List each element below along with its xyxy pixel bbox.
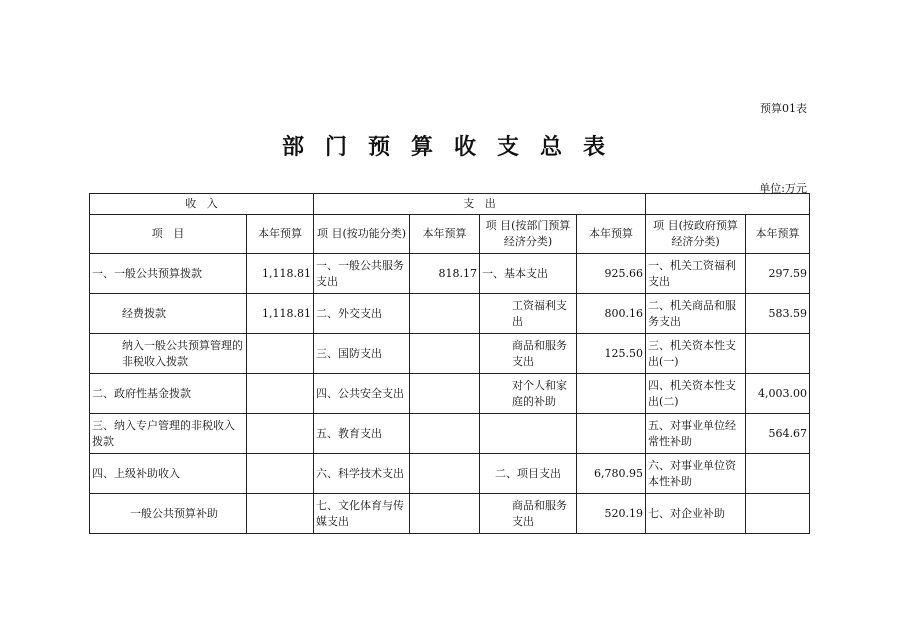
income-item: 一般公共预算补助 (90, 494, 247, 534)
table-row (90, 494, 810, 534)
income-item: 四、上级补助收入 (90, 454, 247, 494)
dept-value: 125.50 (577, 334, 646, 374)
expense-header: 支 出 (314, 194, 646, 215)
income-item: 一、一般公共预算拨款 (90, 254, 247, 294)
income-value (247, 374, 314, 414)
dept-item-header: 项 目(按部门预算经济分类) (480, 215, 577, 254)
gov-item: 四、机关资本性支出(二) (646, 374, 746, 414)
table-row (90, 454, 810, 494)
income-item: 二、政府性基金拨款 (90, 374, 247, 414)
income-header: 收 入 (90, 194, 314, 215)
gov-value (746, 494, 810, 534)
func-value: 818.17 (410, 254, 480, 294)
budget-header: 本年预算 (410, 215, 480, 254)
gov-item: 一、机关工资福利支出 (646, 254, 746, 294)
table-row (90, 374, 810, 414)
income-item: 三、纳入专户管理的非税收入拨款 (90, 414, 247, 454)
dept-value: 800.16 (577, 294, 646, 334)
income-value (247, 454, 314, 494)
dept-item: 商品和服务支出 (480, 334, 577, 374)
gov-item: 二、机关商品和服务支出 (646, 294, 746, 334)
func-item: 三、国防支出 (314, 334, 410, 374)
dept-value (577, 414, 646, 454)
func-item: 六、科学技术支出 (314, 454, 410, 494)
gov-item: 七、对企业补助 (646, 494, 746, 534)
func-value (410, 494, 480, 534)
gov-value (746, 454, 810, 494)
blank-header (646, 194, 810, 215)
gov-value (746, 334, 810, 374)
income-item: 经费拨款 (90, 294, 247, 334)
budget-header: 本年预算 (247, 215, 314, 254)
budget-header: 本年预算 (577, 215, 646, 254)
func-item-header: 项 目(按功能分类) (314, 215, 410, 254)
budget-table (89, 193, 810, 534)
gov-value: 583.59 (746, 294, 810, 334)
func-item: 二、外交支出 (314, 294, 410, 334)
func-item: 七、文化体育与传媒支出 (314, 494, 410, 534)
page-title: 部门预算收支总表 (281, 134, 626, 160)
income-value (247, 494, 314, 534)
func-value (410, 414, 480, 454)
table-row (90, 254, 810, 294)
item-header: 项 目 (90, 215, 247, 254)
dept-value: 925.66 (577, 254, 646, 294)
gov-value: 564.67 (746, 414, 810, 454)
unit-label: 单位:万元 (759, 182, 807, 195)
func-value (410, 454, 480, 494)
dept-item: 对个人和家庭的补助 (480, 374, 577, 414)
dept-item: 工资福利支出 (480, 294, 577, 334)
func-value (410, 294, 480, 334)
func-item: 一、一般公共服务支出 (314, 254, 410, 294)
gov-value: 297.59 (746, 254, 810, 294)
form-code: 预算01表 (760, 102, 807, 115)
table-row (90, 334, 810, 374)
income-value (247, 334, 314, 374)
dept-item: 二、项目支出 (480, 454, 577, 494)
func-value (410, 374, 480, 414)
dept-item: 商品和服务支出 (480, 494, 577, 534)
income-value (247, 414, 314, 454)
gov-item: 三、机关资本性支出(一) (646, 334, 746, 374)
income-value: 1,118.81 (247, 254, 314, 294)
table-row (90, 294, 810, 334)
dept-value: 520.19 (577, 494, 646, 534)
budget-header: 本年预算 (746, 215, 810, 254)
income-item: 纳入一般公共预算管理的非税收入拨款 (90, 334, 247, 374)
func-value (410, 334, 480, 374)
gov-item: 五、对事业单位经常性补助 (646, 414, 746, 454)
dept-item: 一、基本支出 (480, 254, 577, 294)
income-value: 1,118.81 (247, 294, 314, 334)
func-item: 五、教育支出 (314, 414, 410, 454)
table-row (90, 414, 810, 454)
dept-value: 6,780.95 (577, 454, 646, 494)
gov-item-header: 项 目(按政府预算经济分类) (646, 215, 746, 254)
gov-item: 六、对事业单位资本性补助 (646, 454, 746, 494)
dept-value (577, 374, 646, 414)
gov-value: 4,003.00 (746, 374, 810, 414)
dept-item (480, 414, 577, 454)
func-item: 四、公共安全支出 (314, 374, 410, 414)
